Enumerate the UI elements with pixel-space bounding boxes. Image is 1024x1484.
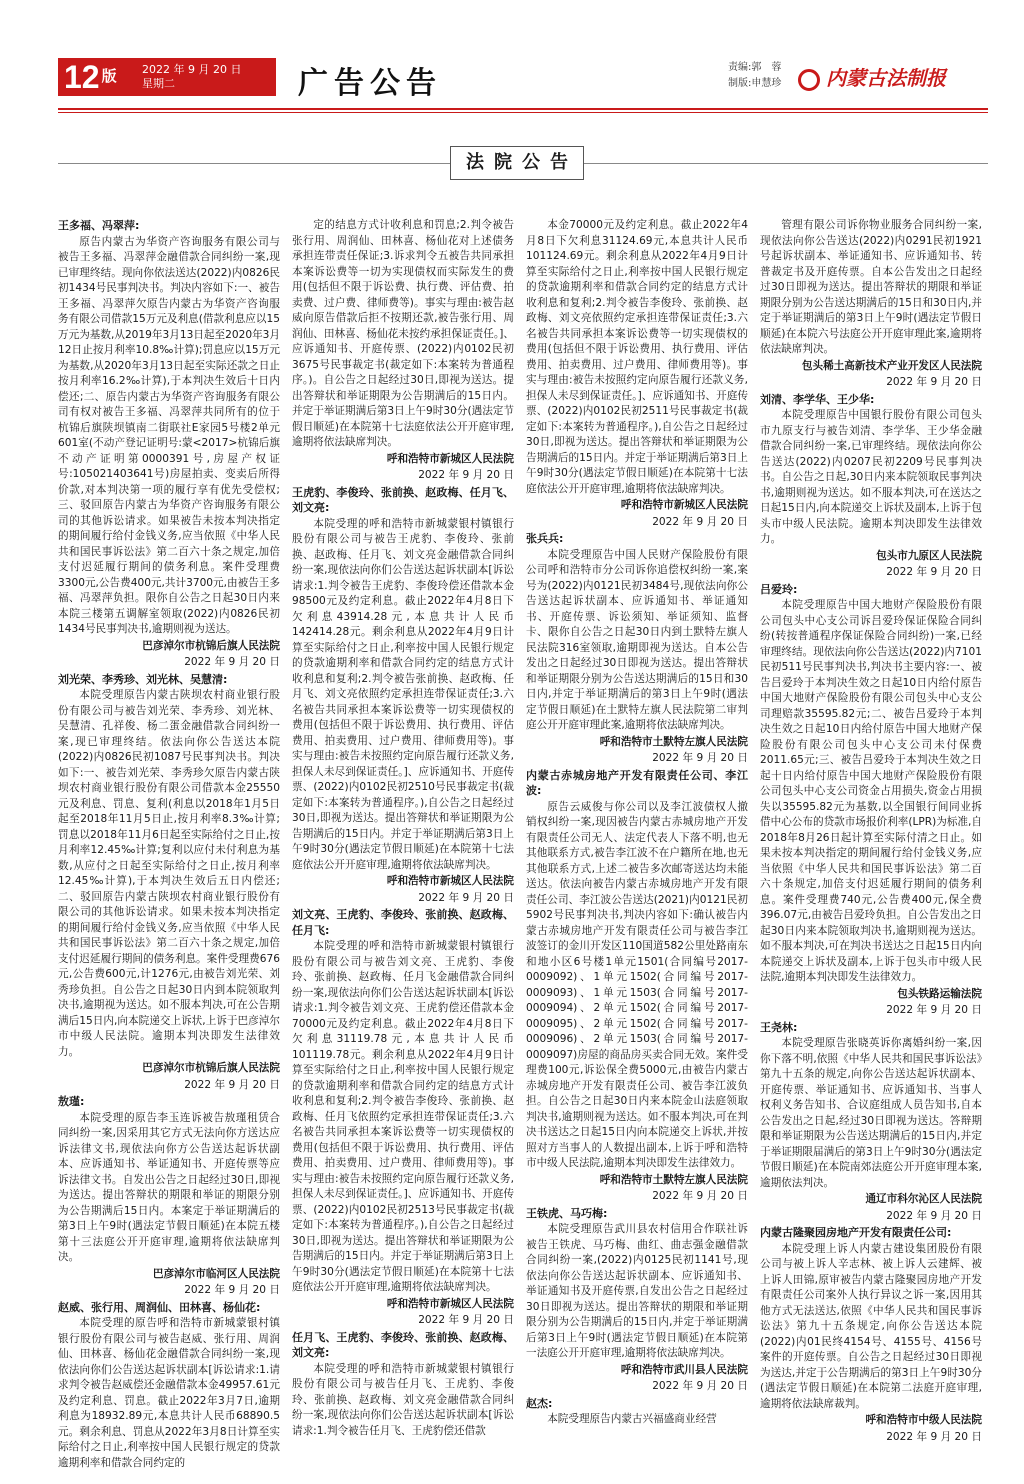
notice-date: 2022 年 9 月 20 日 [652,752,748,764]
issue-date-box [136,58,276,96]
issue-weekday: 星期二 [142,77,175,90]
notice-recipient: 王尧林: [760,1020,798,1034]
notice-body: 本院受理的原告李玉连诉被告敖瑾租赁合同纠纷一案,因采用其它方式无法向你方送达应诉法律文书,现依法向你方公告送达起诉状副本、应诉通知书、举证通知书、开庭传票等应诉法律文书。自发出公告之日起经过30日,即视为送达。提出答辩状的期限和举证的期限分别为公告期满后15日内。本案定于举证期满后的第3日上午9时(遇法定节假日顺延)在本院五楼第十三法庭公开开庭审理,逾期将依法缺席判决。 [58,1111,280,1263]
notice-date: 2022 年 9 月 20 日 [418,1314,514,1326]
notice-body: 本院受理的呼和浩特市新城蒙银村镇银行股份有限公司与被告王虎豹、李俊玲、张前换、赵政梅、任月飞、刘文亮金融借款合同纠纷一案,现依法向你们公告送达起诉状副本[诉讼请求:1.判令被告王虎豹、李俊玲偿还借款本金98500元及约定利息。截止2022年4月8日下欠利息43914.28元,本息共计人民币142414.28元。剩余利息从2022年4月9日计算至实际给付之日止,利率按中国人民银行规定的贷款逾期利率和借款合同约定的结息方式计收利息和复利;2.判令被告张前换、赵政梅、任月飞、刘文亮依照约定承担连带保证责任;3.六名被告共同承担本案诉讼费等一切实现债权的费用(包括但不限于诉讼费用、执行费用、评估费用、拍卖费用、过户费用、律师费用等)。事实与理由:被告未按照约定向原告履行还款义务,担保人未尽到保证责任。]、应诉通知书、开庭传票、(2022)内0102民初2510号民事裁定书(裁定如下:本案转为普通程序。),自公告之日起经过30日,即视为送达。提出答辩状和举证期限为公告期满后的15日内。并定于举证期满后第3日上午9时30分(遇法定节假日顺延)在本院第十七法庭依法公开开庭审理,逾期将依法缺席判决。 [292,517,514,871]
notice-court: 呼和浩特市新城区人民法院 [620,499,748,511]
masthead [58,58,988,106]
logo-mark-icon [798,69,820,91]
court-notices-banner: 法院公告 [450,146,584,180]
notice-court: 呼和浩特市中级人民法院 [865,1414,982,1426]
producer-credit: 制版:申慧珍 [728,78,782,89]
page-suffix: 版 [101,68,117,85]
notice-court: 通辽市科尔沁区人民法院 [865,1193,982,1205]
notice-body: 本院受理原告中国银行股份有限公司包头市九原支行与被告刘清、李学华、王少华金融借款合同纠纷一案,已审理终结。现依法向你公告送达(2022)内0207民初2209号民事判决书。自公告之日起,30日内来本院领取民事判决书,逾期则视为送达。如不服本判决,可在送达之日起15日内,向本院递交上诉状及副本,上诉于包头市中级人民法院。逾期本判决即发生法律效力。 [760,409,982,545]
notice-court: 包头市九原区人民法院 [876,549,982,562]
notice-body: 本院受理上诉人内蒙古建设集团股份有限公司与被上诉人辛志林、被上诉人云建辉、被上诉人田锦,原审被告内蒙古隆聚园房地产开发有限责任公司案外人执行异议之诉一案,因用其他方式无法送达,依照《中华人民共和国民事诉讼法》第九十五条规定,向你公告送达本院(2022)内01民终4154号、4155号、4156号案件的开庭传票。自公告之日起经过30日即视为送达,并定于公告期满后的第3日上午9时30分(遇法定节假日顺延)在本院第二法庭开庭审理,逾期将依法缺席裁判。 [760,1242,982,1410]
notice-recipient: 刘清、李学华、王少华: [760,392,875,406]
notice-date: 2022 年 9 月 20 日 [652,1380,748,1392]
notice-recipient: 吕爱玲: [760,582,798,596]
notice-date: 2022 年 9 月 20 日 [886,376,982,388]
notice-date: 2022 年 9 月 20 日 [886,1209,982,1222]
notice-body: 本院受理原告中国大地财产保险股份有限公司包头中心支公司诉吕爱玲保证保险合同纠纷(转按普通程序保证保险合同纠纷)一案,已经审理终结。现依法向你公告送达(2022)内7101民初511号民事判决书,判决书主要内容:一、被告吕爱玲于本判决生效之日起10日内给付原告中国大地财产保险股份有限公司包头中心支公司理赔款35595.82元;二、被告吕爱玲于本判决生效之日起10日内给付原告中国大地财产保险股份有限公司包头中心支公司未付保费2011.65元;三、被告吕爱玲于本判决生效之日起十日内给付原告中国大地财产保险股份有限公司包头中心支公司资金占用损失,资金占用损失以35595.82元为基数,以全国银行间同业拆借中心公布的贷款市场报价利率(LPR)为标准,自2018年8月26日起计算至实际付清之日止。如果未按本判决指定的期间履行给付金钱义务,应当依照《中华人民共和国民事诉讼法》第二百六十条规定,加倍支付迟延履行期间的债务利息。案件受理费740元,公告费400元,保全费396.07元,由被告吕爱玲负担。自公告发出之日起30日内来本院领取判决书,逾期则视为送达。如不服本判决,可在判决书送达之日起15日内向本院递交上诉状及副本,上诉于包头市中级人民法院,逾期本判决即发生法律效力。 [760,599,982,983]
column-3 [526,218,748,1484]
column-1 [58,218,280,1484]
newspaper-logo [798,62,946,91]
editor-credits [728,60,781,92]
notice-court: 呼和浩特市土默特左旗人民法院 [599,1173,748,1186]
notice-date: 2022 年 9 月 20 日 [652,515,748,528]
notice-recipient: 赵威、张行用、周润仙、田林喜、杨仙花: [58,1300,261,1314]
notice-date: 2022 年 9 月 20 日 [652,1190,748,1202]
column-2 [292,218,514,1484]
editor-credit: 责编:郭 蓉 [728,62,782,73]
notice-recipient: 王多福、冯翠萍: [58,219,140,232]
notice-recipient: 任月飞、王虎豹、李俊玲、张前换、赵政梅、刘文亮: [292,1330,514,1359]
notice-recipient: 内蒙古隆聚园房地产开发有限责任公司: [760,1226,952,1239]
notice-body: 本院受理的原告呼和浩特市新城蒙银村镇银行股份有限公司与被告赵威、张行用、周润仙、田林喜、杨仙花金融借款合同纠纷一案,现依法向你们公告送达起诉状副本[诉讼请求:1.请求判令被告赵威偿还金融借款本金49957.61元及约定利息、罚息。截止2022年3月7日,逾期利息为18932.89元,本息共计人民币68890.5元。剩余利息、罚息从2022年3月8日计算至实际给付之日止,利率按中国人民银行规定的贷款逾期利率和借款合同约定的 [58,1317,280,1469]
banner-rule-left [58,163,450,164]
notice-body: 本院受理的呼和浩特市新城蒙银村镇银行股份有限公司与被告任月飞、王虎豹、李俊玲、张前换、赵政梅、刘文亮金融借款合同纠纷一案,现依法向你们公告送达起诉状副本[诉讼请求:1.判令被告任月飞、王虎豹偿还借款 [292,1362,514,1437]
notice-court: 呼和浩特市新城区人民法院 [386,452,514,465]
notice-court: 呼和浩特市土默特左旗人民法院 [599,735,748,748]
notice-body: 本院受理的呼和浩特市新城蒙银村镇银行股份有限公司与被告刘文亮、王虎豹、李俊玲、张前换、赵政梅、任月飞金融借款合同纠纷一案,现依法向你们公告送达起诉状副本[诉讼请求:1.判令被告刘文亮、王虎豹偿还借款本金70000元及约定利息。截止2022年4月8日下欠利息31119.78元,本息共计人民币101119.78元。剩余利息从2022年4月9日计算至实际给付之日止,利率按中国人民银行规定的贷款逾期利率和借款合同约定的结息方式计收利息和复利;2.判令被告李俊玲、张前换、赵政梅、任月飞依照约定承担连带保证责任;3.六名被告共同承担本案诉讼费等一切实现债权的费用(包括但不限于诉讼费用、执行费用、评估费用、拍卖费用、过户费用、律师费用等)。事实与理由:被告未按照约定向原告履行还款义务,担保人未尽到保证责任。]、应诉通知书、开庭传票、(2022)内0102民初2513号民事裁定书(裁定如下:本案转为普通程序。),自公告之日起经过30日,即视为送达。提出答辩状和举证期限为公告期满后的15日内。并定于举证期满后第3日上午9时30分(遇法定节假日顺延)在本院第十七法庭依法公开开庭审理,逾期将依法缺席判决。 [292,940,514,1293]
masthead-rule-thin [58,112,988,113]
notice-court: 呼和浩特市新城区人民法院 [386,875,514,887]
notice-date: 2022 年 9 月 20 日 [418,891,514,904]
notice-recipient: 王铁虎、马巧梅: [526,1206,608,1220]
newspaper-name: 内蒙古法制报 [826,66,946,90]
notice-body: 本院受理原告张晓英诉你离婚纠纷一案,因你下落不明,依照《中华人民共和国民事诉讼法》第九十五条的规定,向你公告送达起诉状副本、开庭传票、举证通知书、应诉通知书、当事人权利义务告知书、合议庭组成人员告知书,自本公告发出之日起,经过30日即视为送达。答辩期限和举证期限为公告送达期满后的15日内,并定于举证期限届满后的第3日上午9时30分(遇法定节假日顺延)在本院南郊法庭公开开庭审理本案,逾期依法判决。 [760,1037,982,1189]
banner-rule-right [584,163,988,164]
page-number-badge [58,58,136,96]
notice-date: 2022 年 9 月 20 日 [886,1430,982,1443]
notice-date: 2022 年 9 月 20 日 [184,656,280,668]
notice-body: 本金70000元及约定利息。截止2022年4月8日下欠利息31124.69元,本息共计人民币101124.69元。剩余利息从2022年4月9日计算至实际给付之日止,利率按中国人民银行规定的贷款逾期利率和借款合同约定的结息方式计收利息和复利;2.判令被告李俊玲、张前换、赵政梅、刘文亮依照约定承担连带保证责任;3.六名被告共同承担本案诉讼费等一切实现债权的费用(包括但不限于诉讼费用、执行费用、评估费用、拍卖费用、过户费用、律师费用等)。事实与理由:被告未按照约定向原告履行还款义务,担保人未尽到保证责任。]、应诉通知书、开庭传票、(2022)内0102民初2511号民事裁定书(裁定如下:本案转为普通程序。),自公告之日起经过30日,即视为送达。提出答辩状和举证期限为公告期满后的15日内。并定于举证期满后第3日上午9时30分(遇法定节假日顺延)在本院第十七法庭依法公开开庭审理,逾期将依法缺席判决。 [526,219,748,495]
notice-body: 原告云威俊与你公司以及李江波债权人撤销权纠纷一案,现因被告内蒙古赤城房地产开发有限责任公司无人、法定代表人下落不明,也无其他联系方式,被告李江波不在户籍所在地,也无其他联系方式,上述二被告多次邮寄送达均未能送达。依法向被告内蒙古赤城房地产开发有限责任公司、李江波公告送达(2021)内0121民初5902号民事判决书,判决内容如下:确认被告内蒙古赤城房地产开发有限责任公司与被告李江波签订的金川开发区110国道582公里处路南东和地小区6号楼1单元1501(合同编号2017-0009092)、1单元1502(合同编号2017-0009093)、1单元1503(合同编号2017-0009094)、2单元1502(合同编号2017-0009095)、2单元1502(合同编号2017-0009096)、2单元1503(合同编号2017-0009097)房屋的商品房买卖合同无效。案件受理费100元,诉讼保全费5000元,由被告内蒙古赤城房地产开发有限责任公司、被告李江波负担。自公告之日起30日内来本院金山法庭领取判决书,逾期则视为送达。如不服本判决,可在判决书送达之日起15日内向本院递交上诉状,并按照对方当事人的人数提出副本,上诉于呼和浩特市中级人民法院,逾期本判决即发生法律效力。 [526,800,748,1169]
notice-body: 本院受理原告内蒙古陕坝农村商业银行股份有限公司与被告刘光荣、李秀珍、刘光林、吴慧清、孔祥俊、杨二蛋金融借款合同纠纷一案,现已审理终结。依法向你公告送达本院(2022)内0826民初1087号民事判决书。判决如下:一、被告刘光荣、李秀珍欠原告内蒙古陕坝农村商业银行股份有限公司借款本金25550元及利息、罚息、复利(利息以2018年1月5日起至2018年11月5日止,按月利率8.3‰计算;罚息以2018年11月6日起至实际给付之日止,按月利率12.45‰计算;复利以应付未付利息为基数,从应付之日起至实际给付之日止,按月利率12.45‰计算),于本判决生效后五日内偿还;二、驳回原告内蒙古陕坝农村商业银行股份有限公司的其他诉讼请求。如果未按本判决指定的期间履行给付金钱义务,应当依照《中华人民共和国民事诉讼法》第二百六十条之规定,加倍支付迟延履行期间的债务利息。案件受理费676元,公告费600元,计1276元,由被告刘光荣、刘秀珍负担。自公告之日起30日内到本院领取判决书,逾期视为送达。如不服本判决,可在公告期满后15日内,向本院递交上诉状,上诉于巴彦淖尔市中级人民法院。逾期本判决即发生法律效力。 [58,689,280,1058]
section-title: 广告公告 [298,66,442,101]
notice-body: 本院受理原告内蒙古兴福盛商业经营 [547,1413,717,1425]
notice-court: 包头稀土高新技术产业开发区人民法院 [801,359,982,372]
notice-recipient: 张兵兵: [526,532,564,545]
notice-recipient: 刘文亮、王虎豹、李俊玲、张前换、赵政梅、任月飞: [292,908,514,937]
notice-court: 巴彦淖尔市杭锦后旗人民法院 [142,639,280,652]
notice-court: 包头铁路运输法院 [897,987,982,1000]
page-number: 12 [64,59,100,95]
notice-recipient: 赵杰: [526,1396,553,1410]
masthead-rule [58,108,988,110]
notice-recipient: 内蒙古赤城房地产开发有限责任公司、李江波: [526,768,748,797]
notice-date: 2022 年 9 月 20 日 [418,469,514,481]
issue-date: 2022 年 9 月 20 日 [142,63,242,76]
notice-recipient: 王虎豹、李俊玲、张前换、赵政梅、任月飞、刘文亮: [292,485,514,514]
notice-body: 定的结息方式计收利息和罚息;2.判令被告张行用、周润仙、田林喜、杨仙花对上述债务承担连带责任保证;3.诉求判令五被告共同承担本案诉讼费等一切为实现债权而实际发生的费用(包括但不限于诉讼费、执行费、评估费、拍卖费、过户费、律师费等)。事实与理由:被告赵威向原告借款后拒不按期还款,被告张行用、周润仙、田林喜、杨仙花未按约承担保证责任。]、应诉通知书、开庭传票、(2022)内0102民初3675号民事裁定书(裁定如下:本案转为普通程序。)。自公告之日起经过30日,即视为送达。提出答辩状和举证期限为公告期满后的15日内。并定于举证期满后第3日上午9时30分(遇法定节假日顺延)在本院第十七法庭依法公开开庭审理,逾期将依法缺席判决。 [292,219,514,448]
notice-court: 呼和浩特市新城区人民法院 [386,1297,514,1310]
notice-date: 2022 年 9 月 20 日 [184,1078,280,1091]
column-4 [760,218,982,1484]
notice-body: 本院受理原告中国人民财产保险股份有限公司呼和浩特市分公司诉你追偿权纠纷一案,案号为(2022)内0121民初3484号,现依法向你公告送达起诉状副本、应诉通知书、举证通知书、开庭传票、诉讼须知、举证须知、监督卡、限你自公告之日起30日内到土默特左旗人民法院316室领取,逾期即视为送达。自本公告发出之日起经过30日即视为送达。提出答辩状和举证期限分别为公告送达期满后的15日和30日内,并定于举证期满后的第3日上午9时(遇法定节假日顺延)在土默特左旗人民法院第二审判庭公开开庭审理此案,逾期将依法缺席判决。 [526,548,748,731]
notice-date: 2022 年 9 月 20 日 [886,1004,982,1016]
notice-recipient: 刘光荣、李秀珍、刘光林、吴慧清: [58,672,228,686]
notice-court: 呼和浩特市武川县人民法院 [620,1363,748,1376]
notice-recipient: 敖瑾: [58,1095,85,1108]
notice-court: 巴彦淖尔市杭锦后旗人民法院 [142,1062,280,1074]
notice-date: 2022 年 9 月 20 日 [886,566,982,578]
notice-body: 管理有限公司诉你物业服务合同纠纷一案,现依法向你公告送达(2022)内0291民初1921号起诉状副本、举证通知书、应诉通知书、转普裁定书及开庭传票。自本公告发出之日起经过30日即视为送达。提出答辩状的期限和举证期限分别为公告送达期满后的15日和30日内,并定于举证期满后的第3日上午9时(遇法定节假日顺延)在本院六号法庭公开开庭审理此案,逾期将依法缺席判决。 [760,219,982,355]
notice-date: 2022 年 9 月 20 日 [184,1284,280,1296]
notice-body: 原告内蒙古为华资产咨询服务有限公司与被告王多福、冯翠萍金融借款合同纠纷一案,现已审理终结。现向你依法送达(2022)内0826民初1434号民事判决书。判决内容如下:一、被告王多福、冯翠萍欠原告内蒙古为华资产咨询服务有限公司借款15万元及利息(借款利息应以15万元为基数,从2019年3月13日起至2020年3月12日止按月利率10.8‰计算);罚息应以15万元为基数,从2020年3月13日起至实际还款之日止按月利率16.2‰计算),于本判决生效后十日内偿还;二、原告内蒙古为华资产咨询服务有限公司有权对被告王多福、冯翠萍共同所有的位于杭锦后旗陕坝镇南二街联社E家园5号楼2单元601室(不动产登记证明号:蒙<2017>杭锦后旗不动产证明第0000391号,房屋产权证号:105021403641号)房屋拍卖、变卖后所得价款,对本判决第一项的履行享有优先受偿权;三、驳回原告内蒙古为华资产咨询服务有限公司的其他诉讼请求。如果被告未按本判决指定的期间履行给付金钱义务,应当依照《中华人民共和国民事诉讼法》第二百六十条之规定,加倍支付迟延履行期间的债务利息。案件受理费3300元,公告费400元,共计3700元,由被告王多福、冯翠萍负担。限你自公告之日起30日内来本院三楼第五调解室领取(2022)内0826民初1434号民事判决书,逾期则视为送达。 [58,235,280,635]
notice-court: 巴彦淖尔市临河区人民法院 [152,1267,280,1280]
notice-body: 本院受理原告武川县农村信用合作联社诉被告王铁虎、马巧梅、曲红、曲志强金融借款合同纠纷一案,(2022)内0125民初1141号,现依法向你公告送达起诉状副本、应诉通知书、举证通知书及开庭传票,自发出公告之日起经过30日即视为送达。提出答辩状的期限和举证期限分别为公告期满后的15日内,并定于举证期满后第3日上午9时(遇法定节假日顺延)在本院第一法庭公开开庭审理,逾期将依法缺席判决。 [526,1223,748,1359]
